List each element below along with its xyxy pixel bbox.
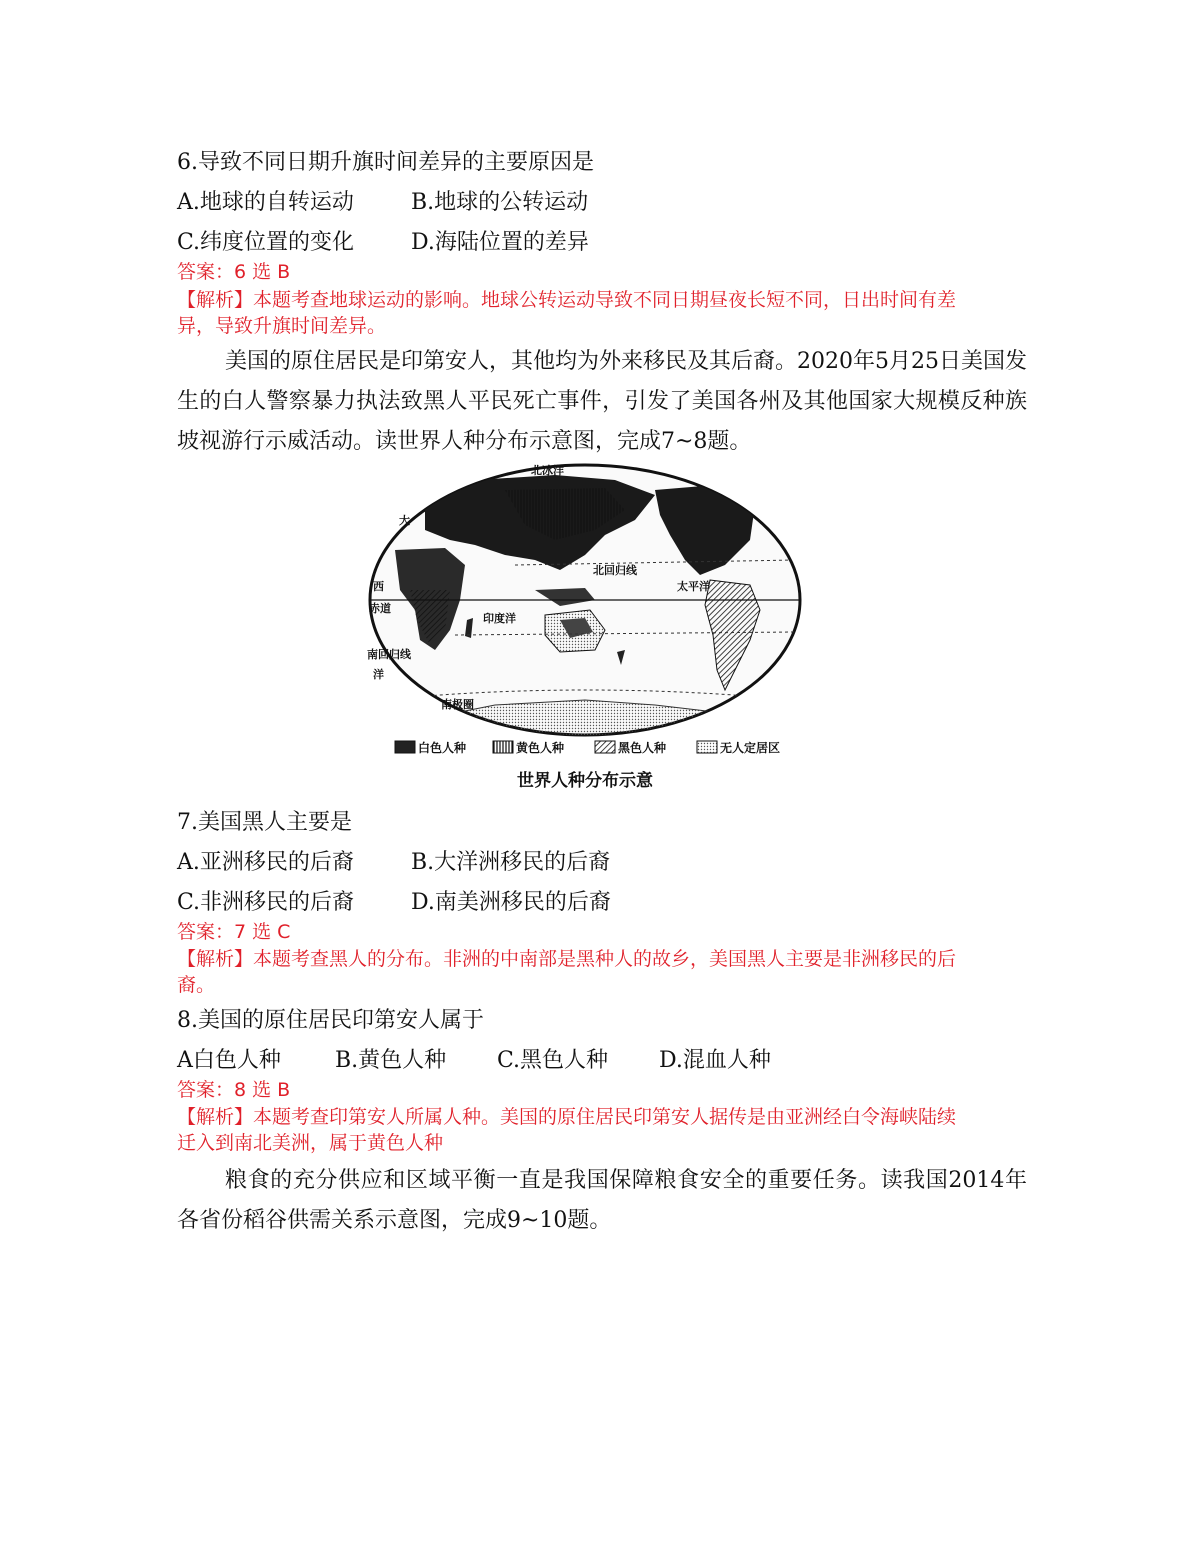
label-tropic-cancer: 北回归线 bbox=[593, 565, 637, 577]
legend-black-race: 黑色人种 bbox=[618, 741, 667, 755]
question-8-stem: 8.美国的原住居民印第安人属于 bbox=[177, 1008, 484, 1033]
label-ocean-s: 洋 bbox=[373, 669, 384, 681]
q6-option-d: D.海陆位置的差异 bbox=[411, 230, 589, 255]
q7-analysis-line2: 裔。 bbox=[177, 974, 216, 996]
q6-option-b: B.地球的公转运动 bbox=[411, 190, 589, 215]
label-tropic-capricorn: 南回归线 bbox=[367, 649, 411, 661]
q6-option-c: C.纬度位置的变化 bbox=[177, 230, 355, 255]
label-arctic: 北冰洋 bbox=[531, 465, 564, 477]
question-8-options bbox=[177, 1046, 771, 1076]
q8-option-d: D.混血人种 bbox=[659, 1048, 771, 1073]
legend-swatch-white-race bbox=[395, 741, 415, 753]
question-7-stem: 7.美国黑人主要是 bbox=[177, 810, 352, 835]
question-6-options-row2 bbox=[177, 228, 589, 258]
label-antarctic-circle: 南极圈 bbox=[441, 699, 474, 711]
legend-swatch-uninhabited bbox=[697, 741, 717, 753]
question-7-options-row2 bbox=[177, 888, 611, 918]
q6-analysis-line2: 异，导致升旗时间差异。 bbox=[177, 315, 387, 337]
q6-analysis-line1: 【解析】本题考查地球运动的影响。地球公转运动导致不同日期昼夜长短不同，日出时间有差 bbox=[177, 289, 957, 311]
legend-white-race: 白色人种 bbox=[418, 741, 467, 755]
q8-analysis-line2: 迁入到南北美洲，属于黄色人种 bbox=[177, 1132, 444, 1154]
map-legend bbox=[395, 740, 780, 755]
q8-analysis-line1: 【解析】本题考查印第安人所属人种。美国的原住居民印第安人据传是由亚洲经白令海峡陆续 bbox=[177, 1106, 957, 1128]
q8-option-a: A白色人种 bbox=[177, 1048, 281, 1073]
world-race-map-figure bbox=[355, 460, 815, 800]
q7-analysis-line1: 【解析】本题考查黑人的分布。非洲的中南部是黑种人的故乡，美国黑人主要是非洲移民的后 bbox=[177, 948, 957, 970]
legend-swatch-yellow-race bbox=[493, 741, 513, 753]
q7-option-d: D.南美洲移民的后裔 bbox=[411, 890, 611, 915]
legend-uninhabited: 无人定居区 bbox=[720, 741, 781, 755]
intro-paragraph-7-8: 美国的原住居民是印第安人，其他均为外来移民及其后裔。2020年5月25日美国发生的白人警察暴力执法致黑人平民死亡事件，引发了美国各州及其他国家大规模反种族坡视游行示威活动。读世界人种分布示意图，完成7~8题。 bbox=[177, 349, 1027, 454]
legend-yellow-race: 黄色人种 bbox=[516, 741, 565, 755]
label-atlantic-2: 西 bbox=[373, 581, 384, 593]
q8-answer: 答案：8 选 B bbox=[177, 1079, 291, 1101]
world-race-map bbox=[355, 460, 815, 800]
q7-answer: 答案：7 选 C bbox=[177, 921, 291, 943]
label-atlantic-1: 大 bbox=[399, 515, 410, 527]
q6-answer: 答案：6 选 B bbox=[177, 261, 291, 283]
label-pacific: 太平洋 bbox=[677, 581, 710, 593]
label-equator: 赤道 bbox=[369, 603, 391, 615]
question-6-options-row1 bbox=[177, 188, 588, 218]
q8-option-c: C.黑色人种 bbox=[497, 1048, 609, 1073]
map-title: 世界人种分布示意 bbox=[517, 771, 653, 791]
question-6-stem: 6.导致不同日期升旗时间差异的主要原因是 bbox=[177, 150, 594, 175]
q7-option-a: A.亚洲移民的后裔 bbox=[177, 850, 354, 875]
legend-swatch-black-race bbox=[595, 741, 615, 753]
question-7-options-row1 bbox=[177, 848, 610, 878]
q7-option-b: B.大洋洲移民的后裔 bbox=[411, 850, 611, 875]
q6-option-a: A.地球的自转运动 bbox=[177, 190, 354, 215]
intro-paragraph-9-10: 粮食的充分供应和区域平衡一直是我国保障粮食安全的重要任务。读我国2014年各省份稻谷供需关系示意图，完成9~10题。 bbox=[177, 1168, 1027, 1233]
q7-option-c: C.非洲移民的后裔 bbox=[177, 890, 355, 915]
label-indian-ocean: 印度洋 bbox=[483, 613, 516, 625]
q8-option-b: B.黄色人种 bbox=[335, 1048, 447, 1073]
